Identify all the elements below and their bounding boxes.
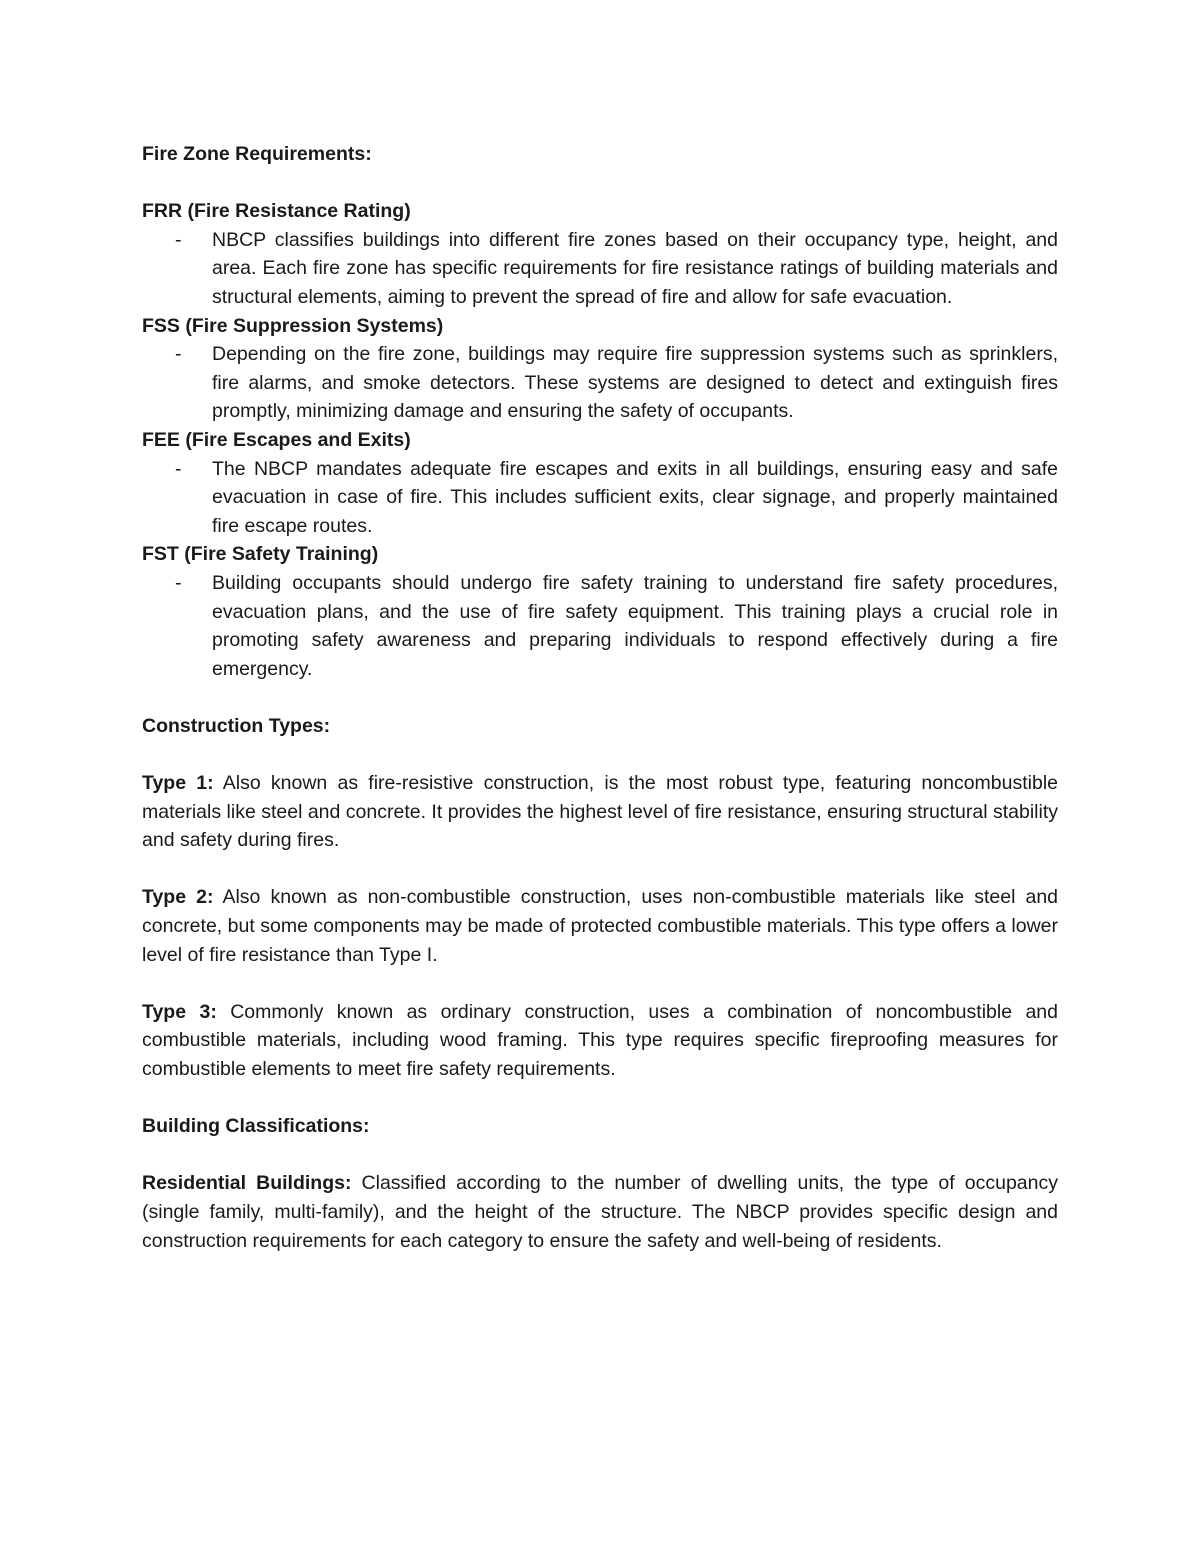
- list-item-text: Depending on the fire zone, buildings may require fire suppression systems such as sprinklers, fire alarms, and smoke detectors. These systems are designed to detect and extinguish fires promptly, minimizing damage and ensuring the safety of occupants.: [212, 343, 1058, 423]
- spacer: [142, 969, 1058, 998]
- section-heading-frr: FRR (Fire Resistance Rating): [142, 200, 411, 223]
- classification-description: Classified according to the number of dwelling units, the type of occupancy (single family, multi-family), and the height of the structure. The NBCP provides specific design and construction requirements for each category to ensure the safety and well-being of residents.: [142, 1172, 1058, 1252]
- list-item: [142, 340, 1058, 426]
- type-description: Also known as fire-resistive construction, is the most robust type, featuring noncombustible materials like steel and concrete. It provides the highest level of fire resistance, ensuring structural stability and safety during fires.: [142, 772, 1059, 852]
- type-description: Commonly known as ordinary construction, uses a combination of noncombustible and combustible materials, including wood framing. This type requires specific fireproofing measures for combustible elements to meet fire safety requirements.: [142, 1000, 1058, 1080]
- section-list-fst: [142, 569, 1058, 683]
- section-list-frr: [142, 226, 1058, 312]
- list-item-text: NBCP classifies buildings into different fire zones based on their occupancy type, height, and area. Each fire zone has specific requirements for fire resistance ratings of building materials and structural elements, aiming to prevent the spread of fire and allow for safe evacuation.: [212, 228, 1058, 308]
- section-list-fss: [142, 340, 1058, 426]
- type-label: Type 2:: [142, 886, 214, 909]
- section-heading-fst: FST (Fire Safety Training): [142, 543, 379, 566]
- type-description: Also known as non-combustible construction, uses non-combustible materials like steel and concrete, but some components may be made of protected combustible materials. This type offers a lower level of fire resistance than Type I.: [142, 886, 1059, 966]
- construction-type-1: [142, 769, 1058, 855]
- section-heading-fee: FEE (Fire Escapes and Exits): [142, 428, 411, 451]
- classifications-heading: Building Classifications:: [142, 1115, 370, 1138]
- list-item-text: The NBCP mandates adequate fire escapes and exits in all buildings, ensuring easy and safe evacuation in case of fire. This includes sufficient exits, clear signage, and properly maintained fire escape routes.: [212, 457, 1058, 537]
- dash-bullet: -: [175, 228, 182, 251]
- section-list-fee: [142, 455, 1058, 541]
- document-page: [142, 140, 1058, 1255]
- section-heading-fss: FSS (Fire Suppression Systems): [142, 314, 444, 337]
- type-label: Type 3:: [142, 1000, 217, 1023]
- dash-bullet: -: [175, 343, 182, 366]
- classification-label: Residential Buildings:: [142, 1172, 352, 1195]
- list-item: [142, 569, 1058, 683]
- list-item: [142, 455, 1058, 541]
- spacer: [142, 1084, 1058, 1113]
- document-title: Fire Zone Requirements:: [142, 143, 372, 165]
- construction-type-3: [142, 998, 1058, 1084]
- dash-bullet: -: [175, 457, 182, 480]
- list-item-text: Building occupants should undergo fire safety training to understand fire safety procedures, evacuation plans, and the use of fire safety equipment. This training plays a crucial role in promoting safety awareness and preparing individuals to respond effectively during a fire emergency.: [212, 571, 1058, 680]
- spacer: [142, 169, 1058, 198]
- construction-type-2: [142, 883, 1058, 969]
- list-item: [142, 226, 1058, 312]
- dash-bullet: -: [175, 571, 182, 594]
- spacer: [142, 1141, 1058, 1170]
- type-label: Type 1:: [142, 772, 214, 795]
- spacer: [142, 683, 1058, 712]
- spacer: [142, 740, 1058, 769]
- classification-residential: [142, 1169, 1058, 1255]
- spacer: [142, 855, 1058, 884]
- construction-heading: Construction Types:: [142, 714, 331, 737]
